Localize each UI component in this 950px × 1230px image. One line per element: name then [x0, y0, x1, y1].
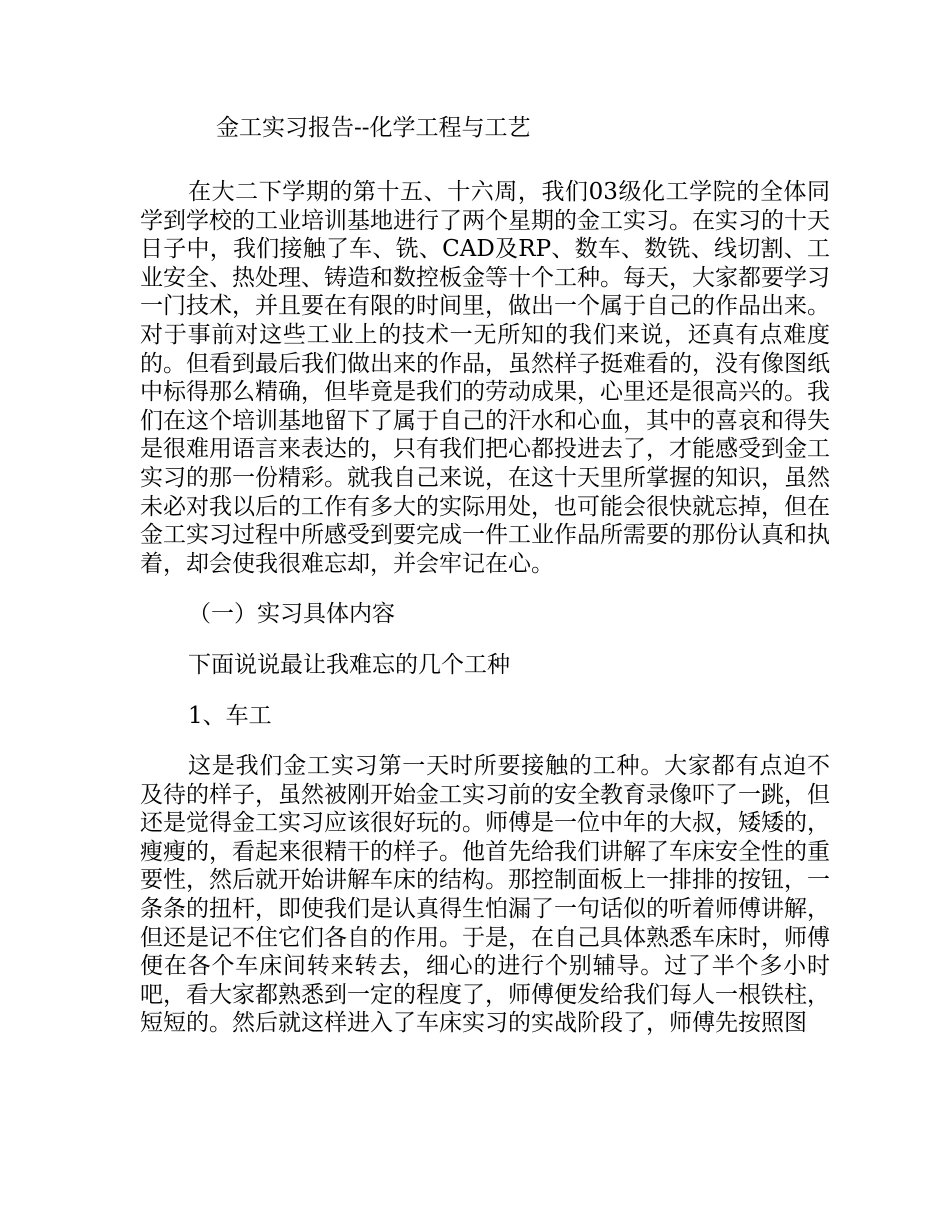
lead-in-text: 下面说说最让我难忘的几个工种: [188, 651, 510, 678]
document-title: 金工实习报告--化学工程与工艺: [216, 115, 531, 141]
paragraph-gap: [140, 680, 830, 702]
paragraph-gap: [140, 730, 830, 752]
intro-paragraph: 在大二下学期的第十五、十六周，我们03级化工学院的全体同学到学校的工业培训基地进行了两个星期的金工实习。在实习的十天日子中，我们接触了车、铣、CAD及RP、数车、数铣、线切割、工业安全、热处理、铸造和数控板金等十个工种。每天，大家都要学习一门技术，并且要在有限的时间里，做出一个属于自己的作品出来。对于事前对这些工业上的技术一无所知的我们来说，还真有点难度的。但看到最后我们做出来的作品，虽然样子挺难看的，没有像图纸中标得那么精确，但毕竟是我们的劳动成果，心里还是很高兴的。我们在这个培训基地留下了属于自己的汗水和心血，其中的喜哀和得失是很难用语言来表达的，只有我们把心都投进去了，才能感受到金工实习的那一份精彩。就我自己来说，在这十天里所掌握的知识，虽然未必对我以后的工作有多大的实际用处，也可能会很快就忘掉，但在金工实习过程中所感受到要完成一件工业作品所需要的那份认真和执着，却会使我很难忘却，并会牢记在心。: [140, 179, 830, 577]
subsection-heading: 1、车工: [188, 702, 272, 729]
document-body: [140, 112, 830, 1038]
paragraph-gap: [140, 578, 830, 600]
turning-paragraph: 这是我们金工实习第一天时所要接触的工种。大家都有点迫不及待的样子，虽然被刚开始金工实习前的安全教育录像吓了一跳，但还是觉得金工实习应该很好玩的。师傅是一位中年的大叔，矮矮的，瘦瘦的，看起来很精干的样子。他首先给我们讲解了车床安全性的重要性，然后就开始讲解车床的结构。那控制面板上一排排的按钮，一条条的扭杆，即使我们是认真得生怕漏了一句话似的听着师傅讲解，但还是记不住它们各自的作用。于是，在自己具体熟悉车床时，师傅便在各个车床间转来转去，细心的进行个别辅导。过了半个多小时吧，看大家都熟悉到一定的程度了，师傅便发给我们每人一根铁柱，短短的。然后就这样进入了车床实习的实战阶段了，师傅先按照图: [140, 753, 830, 1037]
paragraph-gap: [140, 629, 830, 651]
section-heading: （一）实习具体内容: [188, 601, 395, 628]
